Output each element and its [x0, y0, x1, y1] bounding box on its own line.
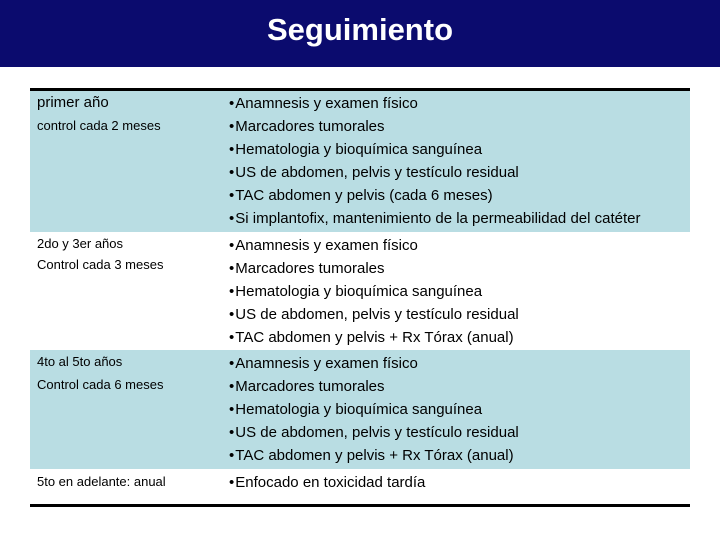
- list-item: • Anamnesis y examen físico: [229, 352, 684, 375]
- list-item: • US de abdomen, pelvis y testículo residual: [229, 303, 684, 326]
- table-row-years-4-5: [30, 350, 690, 469]
- list-item: • Marcadores tumorales: [229, 115, 684, 138]
- followup-list: [229, 471, 684, 494]
- table-row-years-2-3: [30, 232, 690, 350]
- followup-list: [229, 352, 684, 467]
- frequency-label: Control cada 3 meses: [37, 257, 164, 272]
- list-item: • Hematologia y bioquímica sanguínea: [229, 280, 684, 303]
- list-item: • Si implantofix, mantenimiento de la permeabilidad del catéter: [229, 207, 684, 230]
- title-bar: [0, 0, 720, 67]
- list-item: • US de abdomen, pelvis y testículo residual: [229, 421, 684, 444]
- list-item: • TAC abdomen y pelvis (cada 6 meses): [229, 184, 684, 207]
- list-item: • TAC abdomen y pelvis + Rx Tórax (anual): [229, 326, 684, 349]
- frequency-label: control cada 2 meses: [37, 118, 161, 133]
- table-bottom-rule: [30, 504, 690, 507]
- list-item: • US de abdomen, pelvis y testículo residual: [229, 161, 684, 184]
- list-item: • Enfocado en toxicidad tardía: [229, 471, 684, 494]
- table-row-year-5-onward: [30, 469, 690, 504]
- followup-list: [229, 234, 684, 349]
- period-label: 5to en adelante: anual: [37, 474, 166, 489]
- list-item: • TAC abdomen y pelvis + Rx Tórax (anual): [229, 444, 684, 467]
- list-item: • Marcadores tumorales: [229, 257, 684, 280]
- period-label: primer año: [37, 94, 109, 111]
- list-item: • Hematologia y bioquímica sanguínea: [229, 398, 684, 421]
- list-item: • Anamnesis y examen físico: [229, 92, 684, 115]
- list-item: • Marcadores tumorales: [229, 375, 684, 398]
- followup-list: [229, 92, 684, 230]
- period-label: 2do y 3er años: [37, 236, 124, 251]
- table-row-year-1: [30, 91, 690, 232]
- frequency-label: Control cada 6 meses: [37, 377, 164, 392]
- slide-title: Seguimiento: [266, 11, 453, 47]
- list-item: • Anamnesis y examen físico: [229, 234, 684, 257]
- list-item: • Hematologia y bioquímica sanguínea: [229, 138, 684, 161]
- period-label: 4to al 5to años: [37, 354, 123, 369]
